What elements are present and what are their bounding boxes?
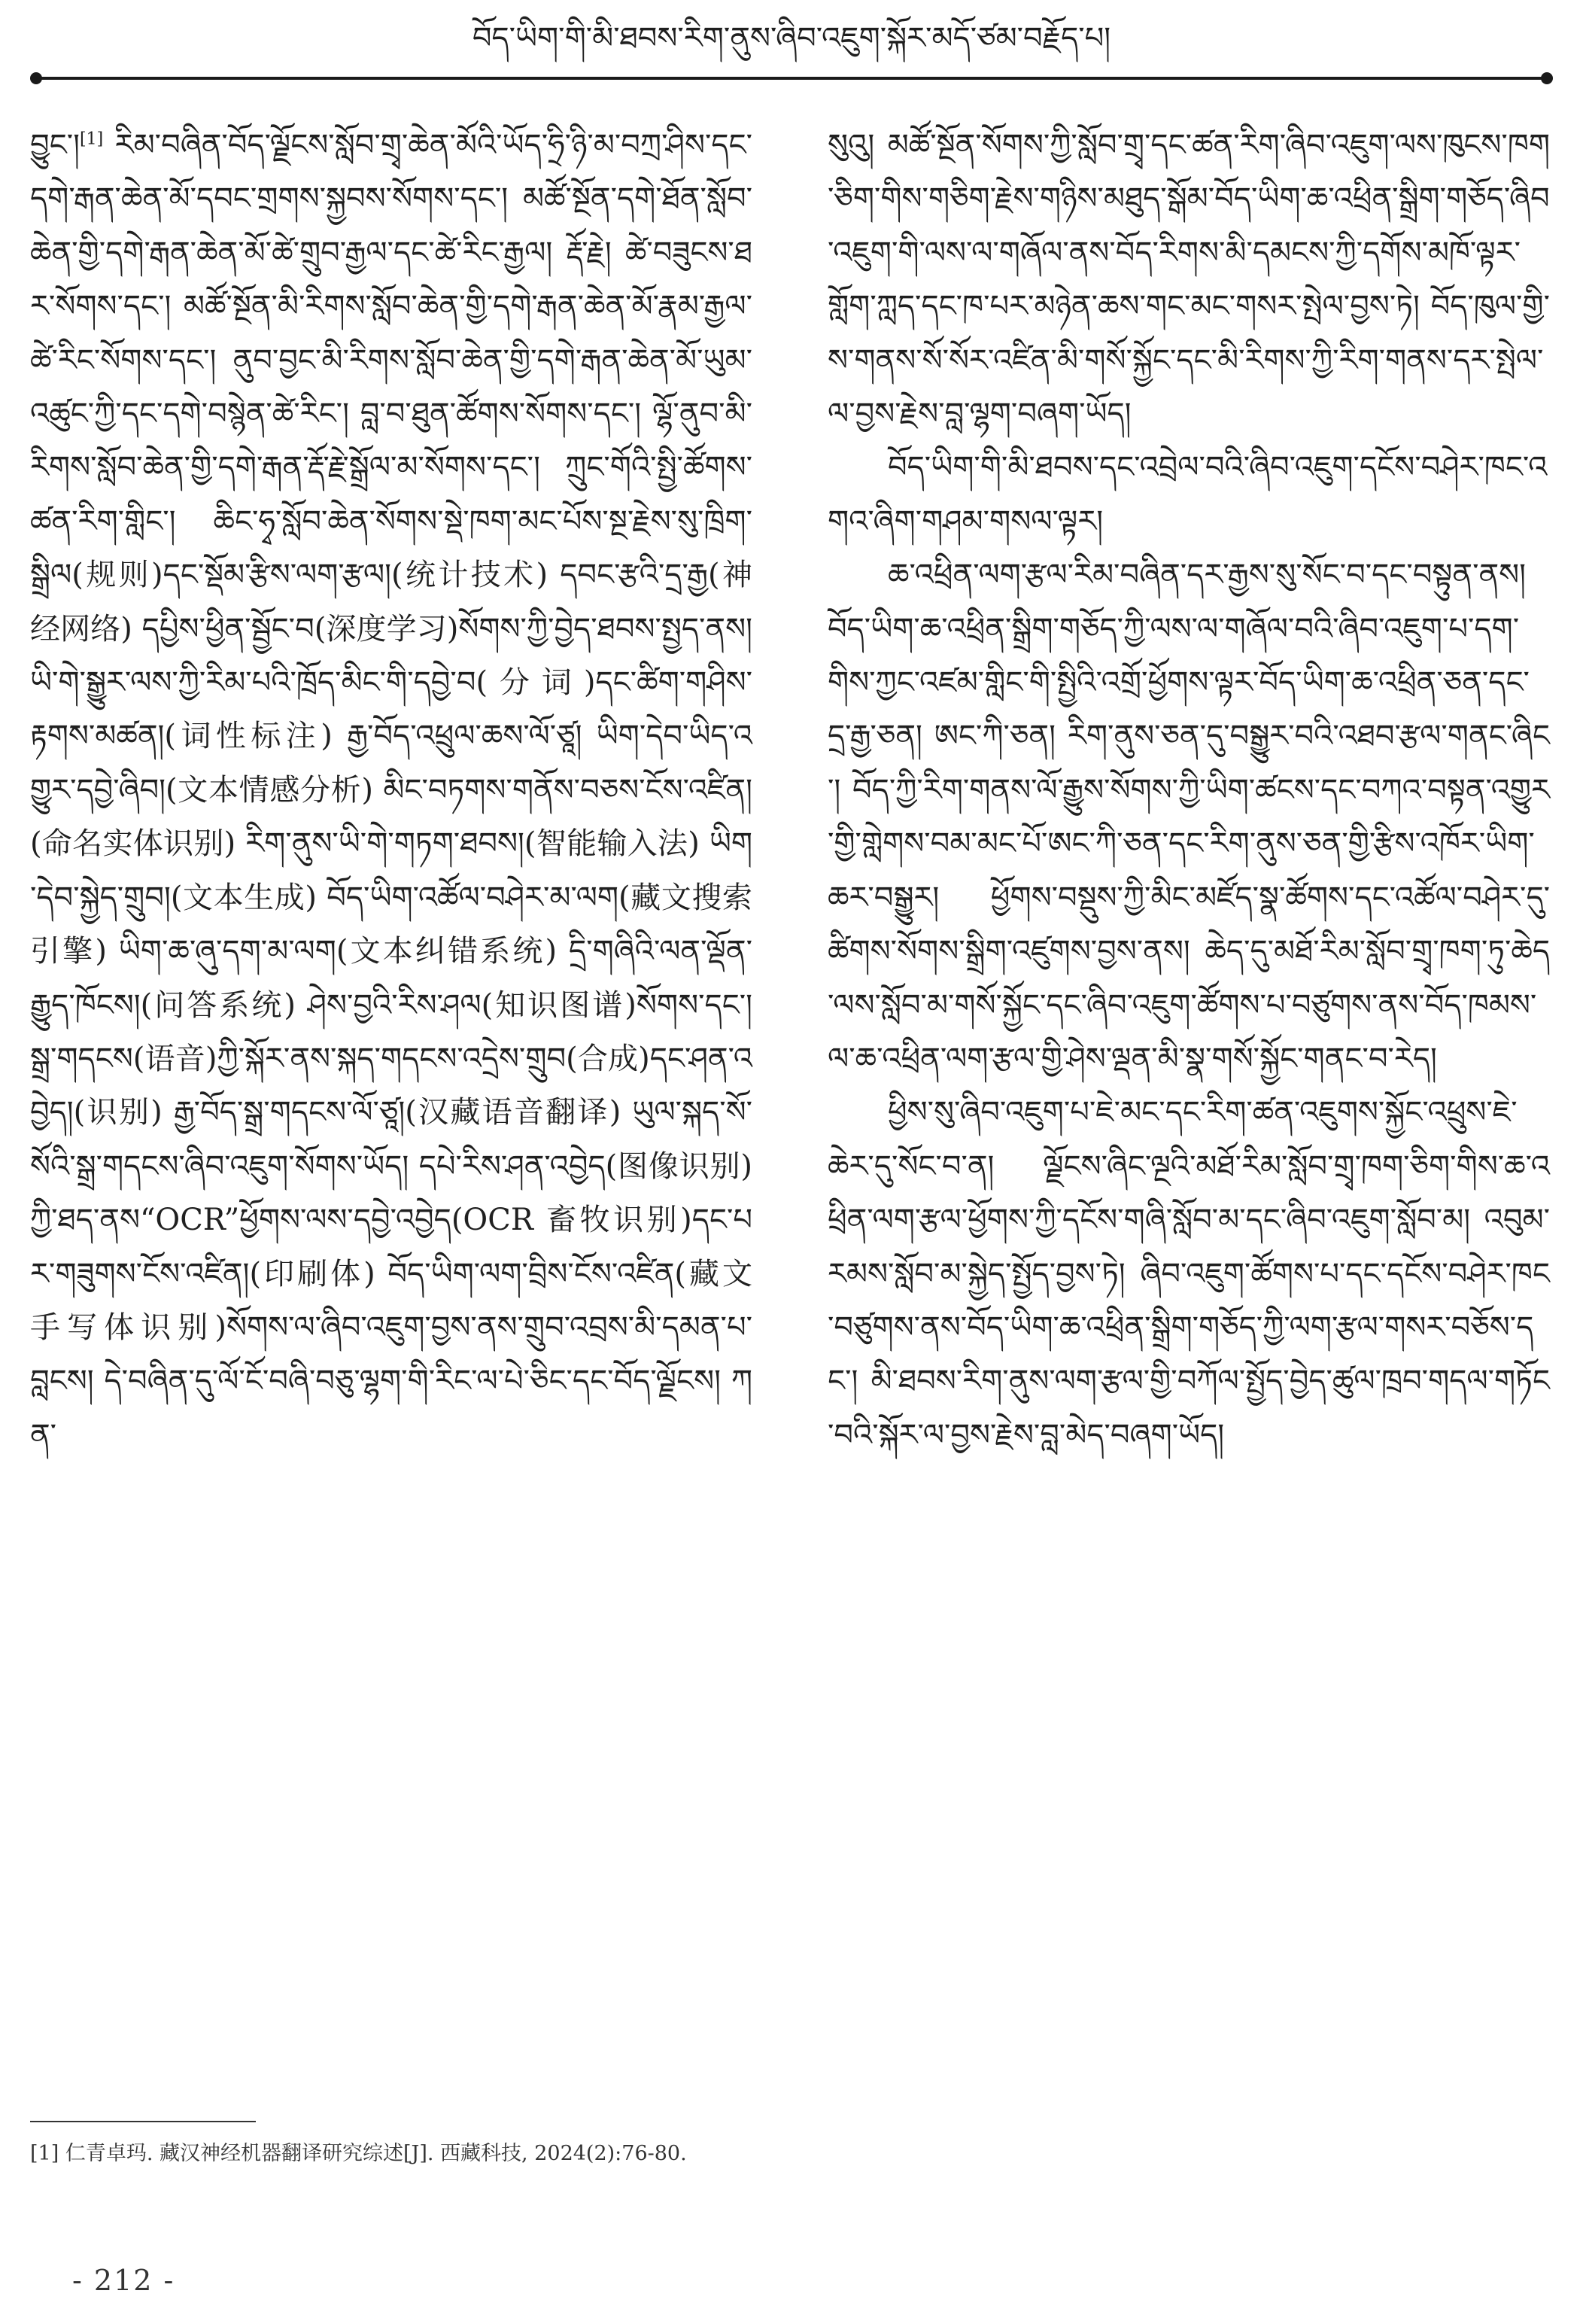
right-column [828,119,1550,1462]
body-paragraph [30,119,752,1462]
body-paragraph: ཆ་འཕྲིན་ལག་རྩལ་རིམ་བཞིན་དར་རྒྱས་སུ་སོང་བ་དང་བསྟུན་ནས། བོད་ཡིག་ཆ་འཕྲིན་སྒྲིག་གཅོད་ཀྱི་ལས་ལ་གཞོལ་བའི་ཞིབ་འཇུག་པ་དག་གིས་ཀྱང་འཛམ་གླིང་གི་སྤྱིའི་འགྲོ་ཕྱོགས་ལྟར་བོད་ཡིག་ཆ་འཕྲིན་ཅན་དང་དྲ་རྒྱ་ཅན། ཨང་ཀི་ཅན། རིག་ནུས་ཅན་དུ་བསྒྱུར་བའི་འཐབ་རྩལ་གནང་ཞིང་། བོད་ཀྱི་རིག་གནས་ལོ་རྒྱུས་སོགས་ཀྱི་ཡིག་ཚངས་དང་བཀའ་བསྟན་འགྱུར་གྱི་གླེགས་བམ་མང་པོ་ཨང་ཀི་ཅན་དང་རིག་ནུས་ཅན་གྱི་རྩིས་འཁོར་ཡིག་ཆར་བསྒྱུར། ཕྱོགས་བསྡུས་ཀྱི་མིང་མཛོད་སྣ་ཚོགས་དང་འཚོལ་བཤེར་དུ་ཚིགས་སོགས་སྒྲིག་འཛུགས་བྱས་ནས། ཆེད་དུ་མཐོ་རིམ་སློབ་གྲྭ་ཁག་ཏུ་ཆེད་ལས་སློབ་མ་གསོ་སྐྱོང་དང་ཞིབ་འཇུག་ཚོགས་པ་བཙུགས་ནས་བོད་ཁམས་ལ་ཆ་འཕྲིན་ལག་རྩལ་གྱི་ཤེས་ལྡན་མི་སྣ་གསོ་སྐྱོང་གནང་བ་རེད། [828,558,1550,1076]
header-rule [36,77,1547,80]
body-paragraph: སུའུ། མཚོ་སྔོན་སོགས་ཀྱི་སློབ་གྲྭ་དང་ཚན་རིག་ཞིབ་འཇུག་ལས་ཁུངས་ཁག་ཅིག་གིས་གཅིག་རྗེས་གཉིས་མཐུད་སྒོམ་བོད་ཡིག་ཆ་འཕྲིན་སྒྲིག་གཅོད་ཞིབ་འཇུག་གི་ལས་ལ་གཞོལ་ནས་བོད་རིགས་མི་དམངས་ཀྱི་དགོས་མཁོ་ལྟར་གློག་ཀླད་དང་ཁ་པར་མཉེན་ཆས་གང་མང་གསར་སྤེལ་བྱས་ཏེ། བོད་ཁུལ་གྱི་ས་གནས་སོ་སོར་འཛིན་མི་གསོ་སྐྱོང་དང་མི་རིགས་ཀྱི་རིག་གནས་དར་སྤེལ་ལ་བྱས་རྗེས་བླ་ལྷག་བཞག་ཡོད། [828,128,1550,432]
paragraph-text: རིམ་བཞིན་བོད་ལྗོངས་སློབ་གྲྭ་ཆེན་མོའི་ཡོད་ཧྲི་ཉི་མ་བཀྲ་ཤིས་དང་དགེ་རྒན་ཆེན་མོ་དབང་གྲགས་སྐྱབས་སོགས་དང་། མཚོ་སྔོན་དགེ་ཐོན་སློབ་ཆེན་གྱི་དགེ་རྒན་ཆེན་མོ་ཚེ་གྲུབ་རྒྱལ་དང་ཚེ་རིང་རྒྱལ། རྡོ་རྗེ། ཚེ་བཟུངས་ཐར་སོགས་དང་། མཚོ་སྔོན་མི་རིགས་སློབ་ཆེན་གྱི་དགེ་རྒན་ཆེན་མོ་རྣམ་རྒྱལ་ཚེ་རིང་སོགས་དང་། ནུབ་བྱང་མི་རིགས་སློབ་ཆེན་གྱི་དགེ་རྒན་ཆེན་མོ་ཡུམ་འཚུང་ཀྱི་དང་དགེ་བསྙེན་ཚེ་རིང་། བླ་བ་ཐུན་ཚོགས་སོགས་དང་། ལྷོ་ནུབ་མི་རིགས་སློབ་ཆེན་གྱི་དགེ་རྒན་རྡོ་རྗེ་སྒྲོལ་མ་སོགས་དང་། ཀྲུང་གོའི་སྤྱི་ཚོགས་ཚན་རིག་གླིང་། ཆིང་ཧྭ་སློབ་ཆེན་སོགས་སྡེ་ཁག་མང་པོས་སྔ་རྗེས་སུ་ཁྲིག་སྒྲིལ(规则)དང་སྡོམ་རྩིས་ལག་རྩལ།(统计技术) དབང་རྩའི་དྲ་རྒྱ(神经网络) དཔྱིས་ཕྱིན་སྦྱོང་བ(深度学习)སོགས་ཀྱི་བྱེད་ཐབས་སྤྱད་ནས། ཡི་གེ་སྒྱུར་ལས་ཀྱི་རིམ་པའི་ཁྲོད་མིང་གི་དབྱེ་བ(分词)དང་ཚིག་གཤིས་རྟགས་མཚན།(词性标注) རྒྱ་བོད་འཕྲུལ་ཆས་ལོ་ཙཱ། ཡིག་དེབ་ཡིད་འགྱུར་དབྱེ་ཞིབ།(文本情感分析) མིང་བཏགས་གནོས་བཅས་ངོས་འཛིན།(命名实体识别) རིག་ནུས་ཡི་གེ་གཏག་ཐབས།(智能输入法) ཡིག་དེབ་སྐྱེད་གྲུབ།(文本生成) བོད་ཡིག་འཚོལ་བཤེར་མ་ལག(藏文搜索引擎) ཡིག་ཆ་ཞུ་དག་མ་ལག(文本纠错系统) དྲི་གཞིའི་ལན་ལྡོན་རྒྱུད་ཁོངས།(问答系统) ཤེས་བྱའི་རིས་ཤལ(知识图谱)སོགས་དང་། སྒྲ་གདངས(语音)ཀྱི་སྐོར་ནས་སྐད་གདངས་འདྲེས་གྲུབ(合成)དང་ཤན་འབྱེད།(识别) རྒྱ་བོད་སྒྲ་གདངས་ལོ་ཙཱ།(汉藏语音翻译) ཡུལ་སྐད་སོ་སོའི་སྒྲ་གདངས་ཞིབ་འཇུག་སོགས་ཡོད། དཔེ་རིས་ཤན་འབྱེད(图像识别)ཀྱི་ཐད་ནས“OCR”ཕྱོགས་ལས་དབྱེ་འབྱེད(OCR 畜牧识别)དང་པར་གཟུགས་ངོས་འཛིན།(印刷体) བོད་ཡིག་ལག་བྲིས་ངོས་འཛིན(藏文手写体识别)སོགས་ལ་ཞིབ་འཇུག་བྱས་ནས་གྲུབ་འབྲས་མི་དམན་པ་བླངས། དེ་བཞིན་དུ་ལོ་ངོ་བཞི་བཅུ་ལྷག་གི་རིང་ལ་པེ་ཅིང་དང་བོད་ལྗོངས། ཀན་ [30,128,752,1452]
running-header: བོད་ཡིག་གི་མི་ཐབས་རིག་ནུས་ཞིབ་འཇུག་སྐོར་མདོ་ཙམ་བརྗོད་པ། [472,21,1111,56]
footnote: [1] 仁青卓玛. 藏汉神经机器翻译研究综述[J]. 西藏科技, 2024(2):76-80. [30,2142,687,2165]
left-column [30,119,752,1462]
header-rule-right-dot [1541,72,1553,84]
body-paragraph: ཕྱིས་སུ་ཞིབ་འཇུག་པ་ཇེ་མང་དང་རིག་ཚན་འཇུགས་སྐྱོང་འཕྲུས་ཇེ་ཆེར་དུ་སོང་བ་ན། ལྗོངས་ཞིང་ལྔའི་མཐོ་རིམ་སློབ་གྲྭ་ཁག་ཅིག་གིས་ཆ་འཕྲིན་ལག་རྩལ་ཕྱོགས་ཀྱི་དངོས་གཞི་སློབ་མ་དང་ཞིབ་འཇུག་སློབ་མ། འབུམ་རམས་སློབ་མ་སྐྱེད་སྤྱོད་བྱས་ཏེ། ཞིབ་འཇུག་ཚོགས་པ་དང་དངོས་བཤེར་ཁང་བཙུགས་ནས་བོད་ཡིག་ཆ་འཕྲིན་སྒྲིག་གཅོད་ཀྱི་ལག་རྩལ་གསར་བཅོས་དང་། མི་ཐབས་རིག་ནུས་ལག་རྩལ་གྱི་བཀོལ་སྤྱོད་བྱེད་ཚུལ་ཁྲབ་གདལ་གཏོང་བའི་སྐོར་ལ་བྱས་རྗེས་བླ་མེད་བཞག་ཡོད། [828,1095,1550,1452]
body-paragraph: བོད་ཡིག་གི་མི་ཐབས་དང་འབྲེལ་བའི་ཞིབ་འཇུག་དངོས་བཤེར་ཁང་འགའ་ཞིག་གཤམ་གསལ་ལྟར། [828,450,1548,539]
footnote-reference[interactable]: [1] [80,129,104,149]
page-number: - 212 - [72,2264,175,2297]
paragraph-text-start: བྱུང་། [30,128,80,163]
footnote-rule [30,2121,256,2122]
